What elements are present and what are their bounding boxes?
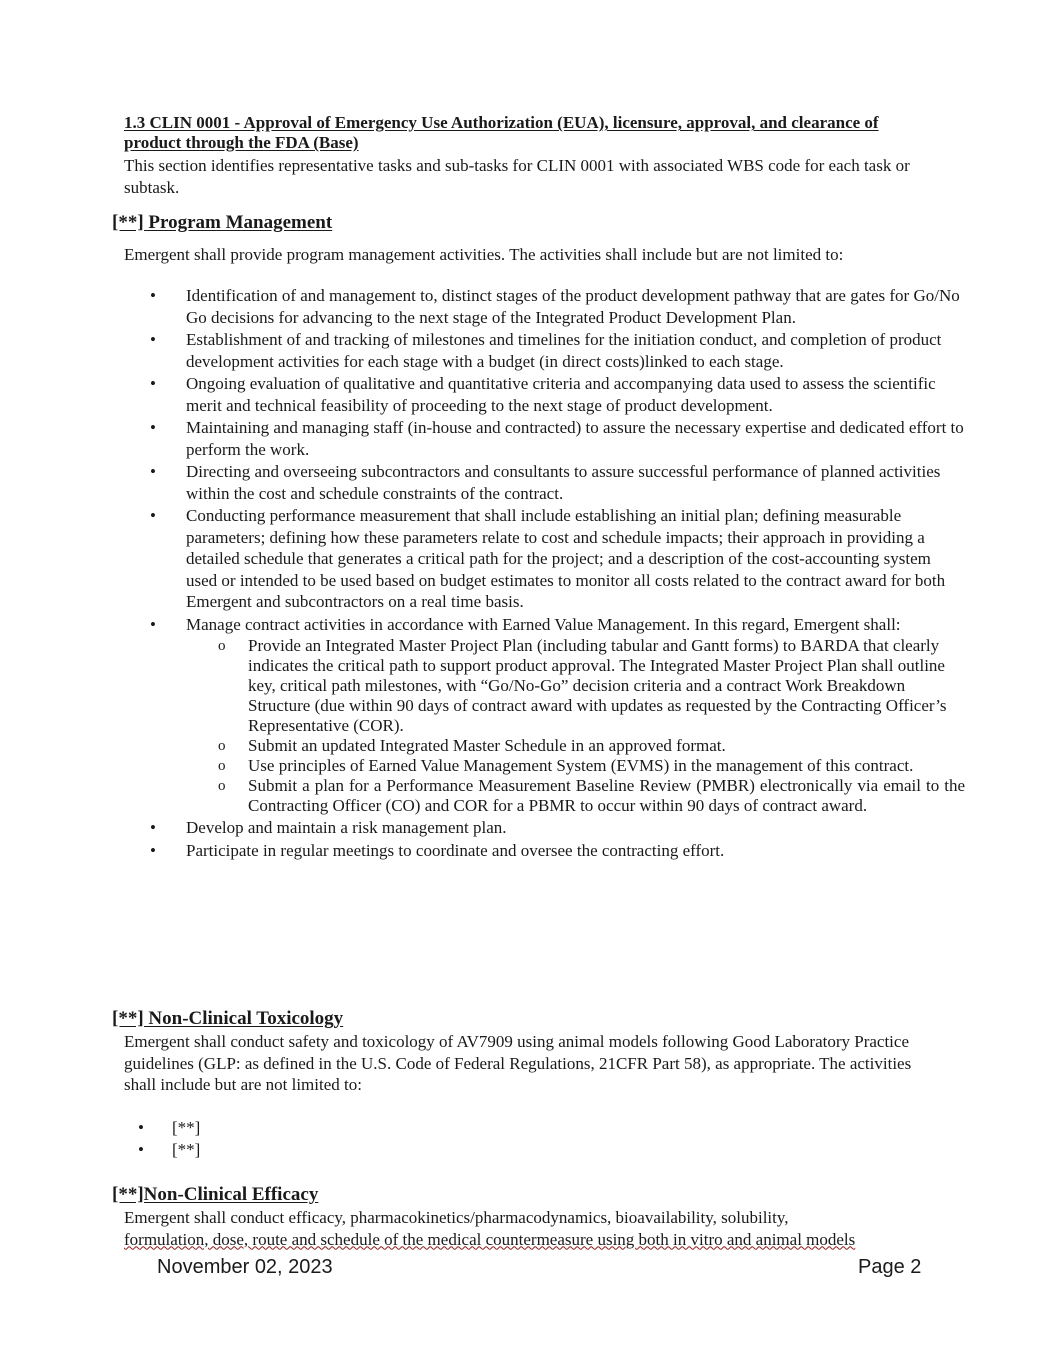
- page-number: Page 2: [858, 1256, 922, 1278]
- bullet-icon: •: [150, 286, 156, 305]
- efficacy-heading: [**]Non-Clinical Efficacy: [112, 1184, 319, 1205]
- bullet-icon: •: [150, 818, 156, 837]
- bullet-icon: •: [150, 418, 156, 437]
- toxicology-intro: Emergent shall conduct safety and toxicology of AV7909 using animal models following Good Laboratory Practice guidelines (GLP: as defined in the U.S. Code of Federal Regulations, 21CFR Part 58), as appropriate. The activities shall include but are not limited to:: [124, 1032, 912, 1094]
- section-heading: 1.3 CLIN 0001 - Approval of Emergency Use Authorization (EUA), licensure, approval, and clearance of product through the FDA (Base): [124, 113, 879, 152]
- list-item: • Ongoing evaluation of qualitative and quantitative criteria and accompanying data used to assess the scientific merit and technical feasibility of proceeding to the next stage of product development.: [150, 374, 936, 415]
- efficacy-intro-line: Emergent shall conduct efficacy, pharmacokinetics/pharmacodynamics, bioavailability, solubility,: [124, 1208, 789, 1227]
- toxicology-heading: [**] Non-Clinical Toxicology: [112, 1008, 344, 1029]
- bullet-icon: •: [150, 462, 156, 481]
- circle-bullet-icon: o: [218, 638, 226, 654]
- circle-bullet-icon: o: [218, 738, 226, 754]
- list-item: • [**]: [138, 1118, 201, 1137]
- bullet-icon: •: [150, 330, 156, 349]
- bullet-icon: •: [138, 1139, 144, 1159]
- program-management-list: [150, 285, 965, 862]
- efficacy-intro-line: formulation, dose, route and schedule of the medical countermeasure using both in vitro and animal models: [124, 1229, 856, 1249]
- list-item: • Directing and overseeing subcontractors and consultants to assure successful performance of planned activities within the cost and schedule constraints of the contract.: [150, 462, 941, 503]
- program-management-heading: [**] Program Management: [112, 212, 333, 233]
- list-item: • Manage contract activities in accordance with Earned Value Management. In this regard, Emergent shall: o Provide an Integrated Master Project Plan (including tabular and Gantt forms) to BARDA that clearly indicates the critical path to support product approval. The Integrated Master Project Plan shall outline key, critical path milestones, with “Go/No-Go” decision criteria and a contract Work Breakdown Structure (due within 90 days of contract award with updates as requested by the Contracting Officer’s Representative (COR). o Submit an updated Integrated Master Schedule in an approved format. o Use principles of Earned Value Management System (EVMS) in the management of this contract. o Submit a plan for a Performance Measurement Baseline Review (PMBR) electronically via email to the Contracting Officer (CO) and COR for a PBMR to occur within 90 days of contract award.: [150, 614, 965, 815]
- efficacy-intro: [124, 1207, 954, 1250]
- sub-list-item: o Submit a plan for a Performance Measurement Baseline Review (PMBR) electronically via email to the Contracting Officer (CO) and COR for a PBMR to occur within 90 days of contract award.: [218, 776, 965, 815]
- sub-list-item: o Provide an Integrated Master Project Plan (including tabular and Gantt forms) to BARDA that clearly indicates the critical path to support product approval. The Integrated Master Project Plan shall outline key, critical path milestones, with “Go/No-Go” decision criteria and a contract Work Breakdown Structure (due within 90 days of contract award with updates as requested by the Contracting Officer’s Representative (COR).: [218, 636, 947, 735]
- bullet-icon: •: [138, 1118, 144, 1137]
- list-item: • Participate in regular meetings to coordinate and oversee the contracting effort.: [150, 840, 725, 860]
- list-item: • Develop and maintain a risk management plan.: [150, 818, 507, 837]
- bullet-icon: •: [150, 614, 156, 634]
- list-item: • [**]: [138, 1139, 201, 1159]
- sub-list-item: o Use principles of Earned Value Management System (EVMS) in the management of this contract.: [218, 756, 914, 775]
- list-item: • Conducting performance measurement that shall include establishing an initial plan; defining measurable parameters; defining how these parameters relate to cost and schedule impacts; their approach in providing a detailed schedule that generates a critical path for the project; and a description of the cost-accounting system used or intended to be used based on budget estimates to monitor all costs related to the contract award for both Emergent and subcontractors on a real time basis.: [150, 506, 946, 611]
- circle-bullet-icon: o: [218, 778, 226, 794]
- program-management-intro: Emergent shall provide program management activities. The activities shall include but are not limited to:: [124, 245, 844, 264]
- bullet-icon: •: [150, 840, 156, 860]
- circle-bullet-icon: o: [218, 758, 226, 774]
- evm-sublist: [186, 636, 965, 816]
- footer-date: November 02, 2023: [157, 1256, 333, 1278]
- list-item: • Identification of and management to, distinct stages of the product development pathway that are gates for Go/No Go decisions for advancing to the next stage of the Integrated Product Development Plan.: [150, 286, 960, 327]
- sub-list-item: o Submit an updated Integrated Master Schedule in an approved format.: [218, 736, 726, 755]
- bullet-icon: •: [150, 374, 156, 393]
- section-intro: This section identifies representative tasks and sub-tasks for CLIN 0001 with associated WBS code for each task or subtask.: [124, 156, 910, 197]
- list-item: • Maintaining and managing staff (in-house and contracted) to assure the necessary expertise and dedicated effort to perform the work.: [150, 418, 964, 459]
- list-item: • Establishment of and tracking of milestones and timelines for the initiation conduct, and completion of product development activities for each stage with a budget (in direct costs)linked to each stage.: [150, 330, 942, 371]
- bullet-icon: •: [150, 506, 156, 525]
- toxicology-list: [138, 1117, 953, 1160]
